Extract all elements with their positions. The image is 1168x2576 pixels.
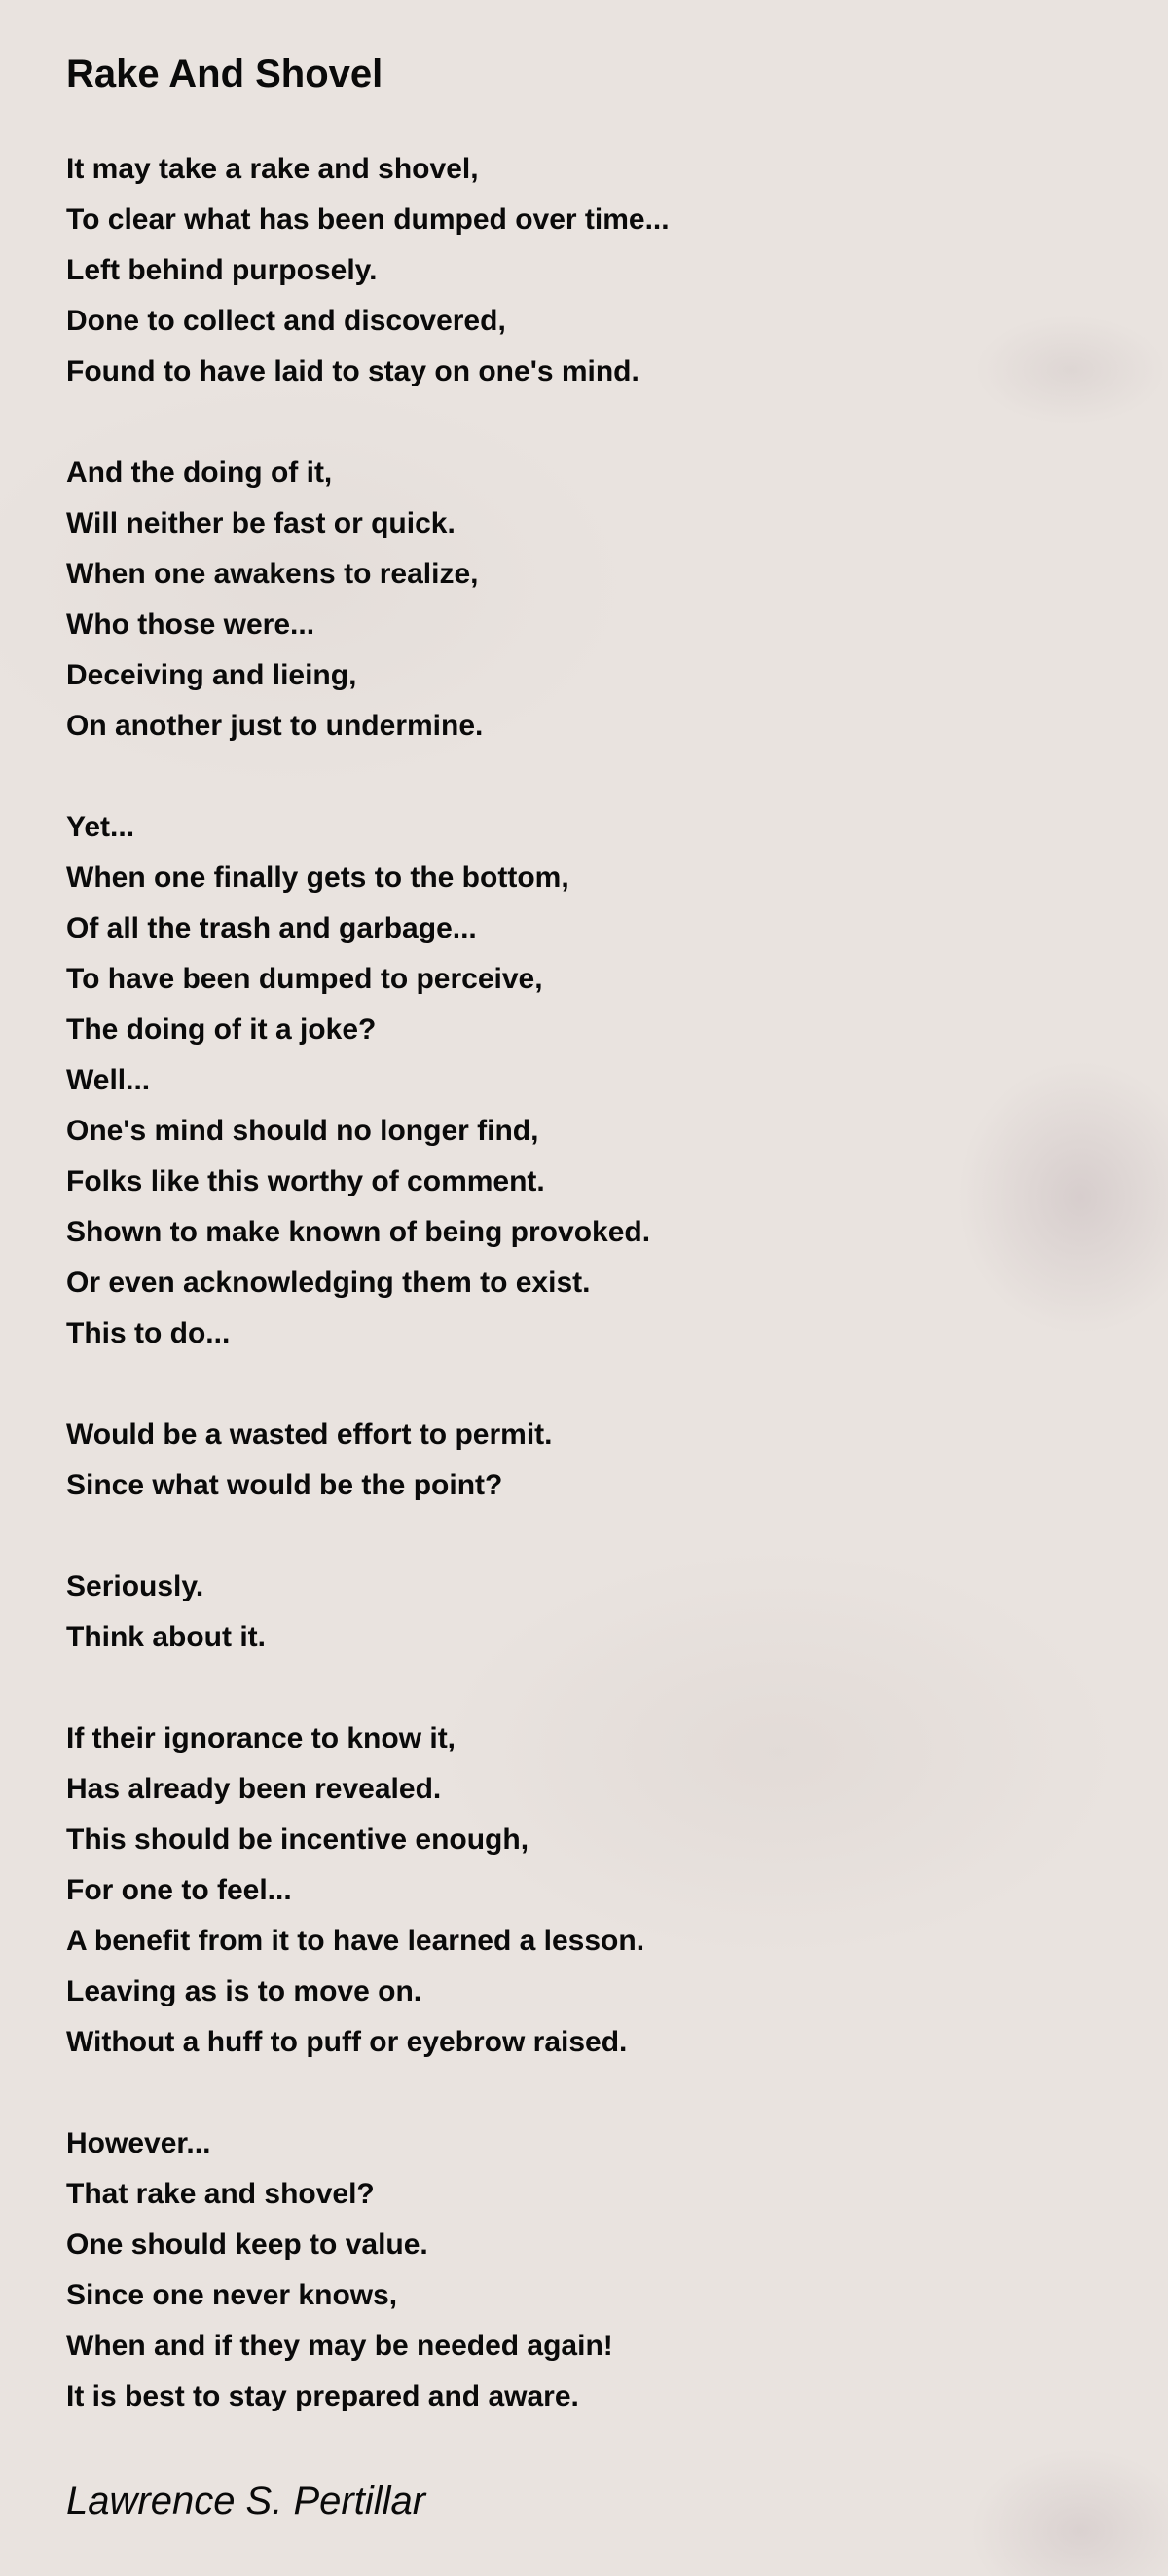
poem-line: When one awakens to realize, — [66, 558, 479, 590]
poem-line: Well... — [66, 1064, 151, 1096]
poem-line: And the doing of it, — [66, 457, 333, 489]
poem-line: Will neither be fast or quick. — [66, 507, 456, 539]
poem-line: To have been dumped to perceive, — [66, 963, 543, 995]
poem-line: On another just to undermine. — [66, 710, 484, 742]
poem-line: Folks like this worthy of comment. — [66, 1165, 545, 1197]
poem-line: One's mind should no longer find, — [66, 1115, 539, 1147]
poem-line: Shown to make known of being provoked. — [66, 1216, 651, 1248]
poem-line: One should keep to value. — [66, 2228, 428, 2261]
poem-line: It is best to stay prepared and aware. — [66, 2380, 579, 2412]
poem-line: Done to collect and discovered, — [66, 305, 506, 337]
poem-author: Lawrence S. Pertillar — [66, 2480, 426, 2522]
poem-line: Yet... — [66, 811, 135, 843]
poem-line: If their ignorance to know it, — [66, 1722, 456, 1754]
stanza — [66, 802, 670, 1359]
poem-line: This should be incentive enough, — [66, 1823, 529, 1856]
stanza — [66, 144, 670, 397]
stanza — [66, 1713, 670, 2068]
poem-line: Since what would be the point? — [66, 1469, 503, 1501]
poem-line: Deceiving and lieing, — [66, 659, 357, 691]
poem-line: However... — [66, 2127, 211, 2159]
poem-line: When and if they may be needed again! — [66, 2330, 613, 2362]
poem-line: Think about it. — [66, 1621, 266, 1653]
poem-line: Left behind purposely. — [66, 254, 378, 286]
poem-line: To clear what has been dumped over time... — [66, 203, 670, 236]
stanza — [66, 1562, 670, 1663]
poem-line: It may take a rake and shovel, — [66, 153, 479, 185]
stanza — [66, 1410, 670, 1511]
poem-line: Who those were... — [66, 608, 315, 641]
poem-line: Seriously. — [66, 1570, 204, 1602]
poem-line: For one to feel... — [66, 1874, 292, 1906]
poem-line: That rake and shovel? — [66, 2178, 375, 2210]
stanza — [66, 448, 670, 752]
poem-title: Rake And Shovel — [66, 53, 383, 95]
poem-line: Found to have laid to stay on one's mind. — [66, 355, 639, 387]
poem-line: Of all the trash and garbage... — [66, 912, 477, 944]
poem-line: This to do... — [66, 1317, 231, 1349]
poem-body — [66, 144, 670, 2473]
poem-line: Or even acknowledging them to exist. — [66, 1267, 591, 1299]
poem-line: Since one never knows, — [66, 2279, 398, 2311]
poem-line: When one finally gets to the bottom, — [66, 862, 569, 894]
poem-line: Has already been revealed. — [66, 1773, 442, 1805]
poem-line: The doing of it a joke? — [66, 1013, 377, 1046]
poem-line: A benefit from it to have learned a lesson. — [66, 1925, 645, 1957]
stanza — [66, 2118, 670, 2422]
poem-line: Without a huff to puff or eyebrow raised. — [66, 2026, 628, 2058]
poem-line: Would be a wasted effort to permit. — [66, 1418, 553, 1451]
poem-line: Leaving as is to move on. — [66, 1975, 422, 2007]
